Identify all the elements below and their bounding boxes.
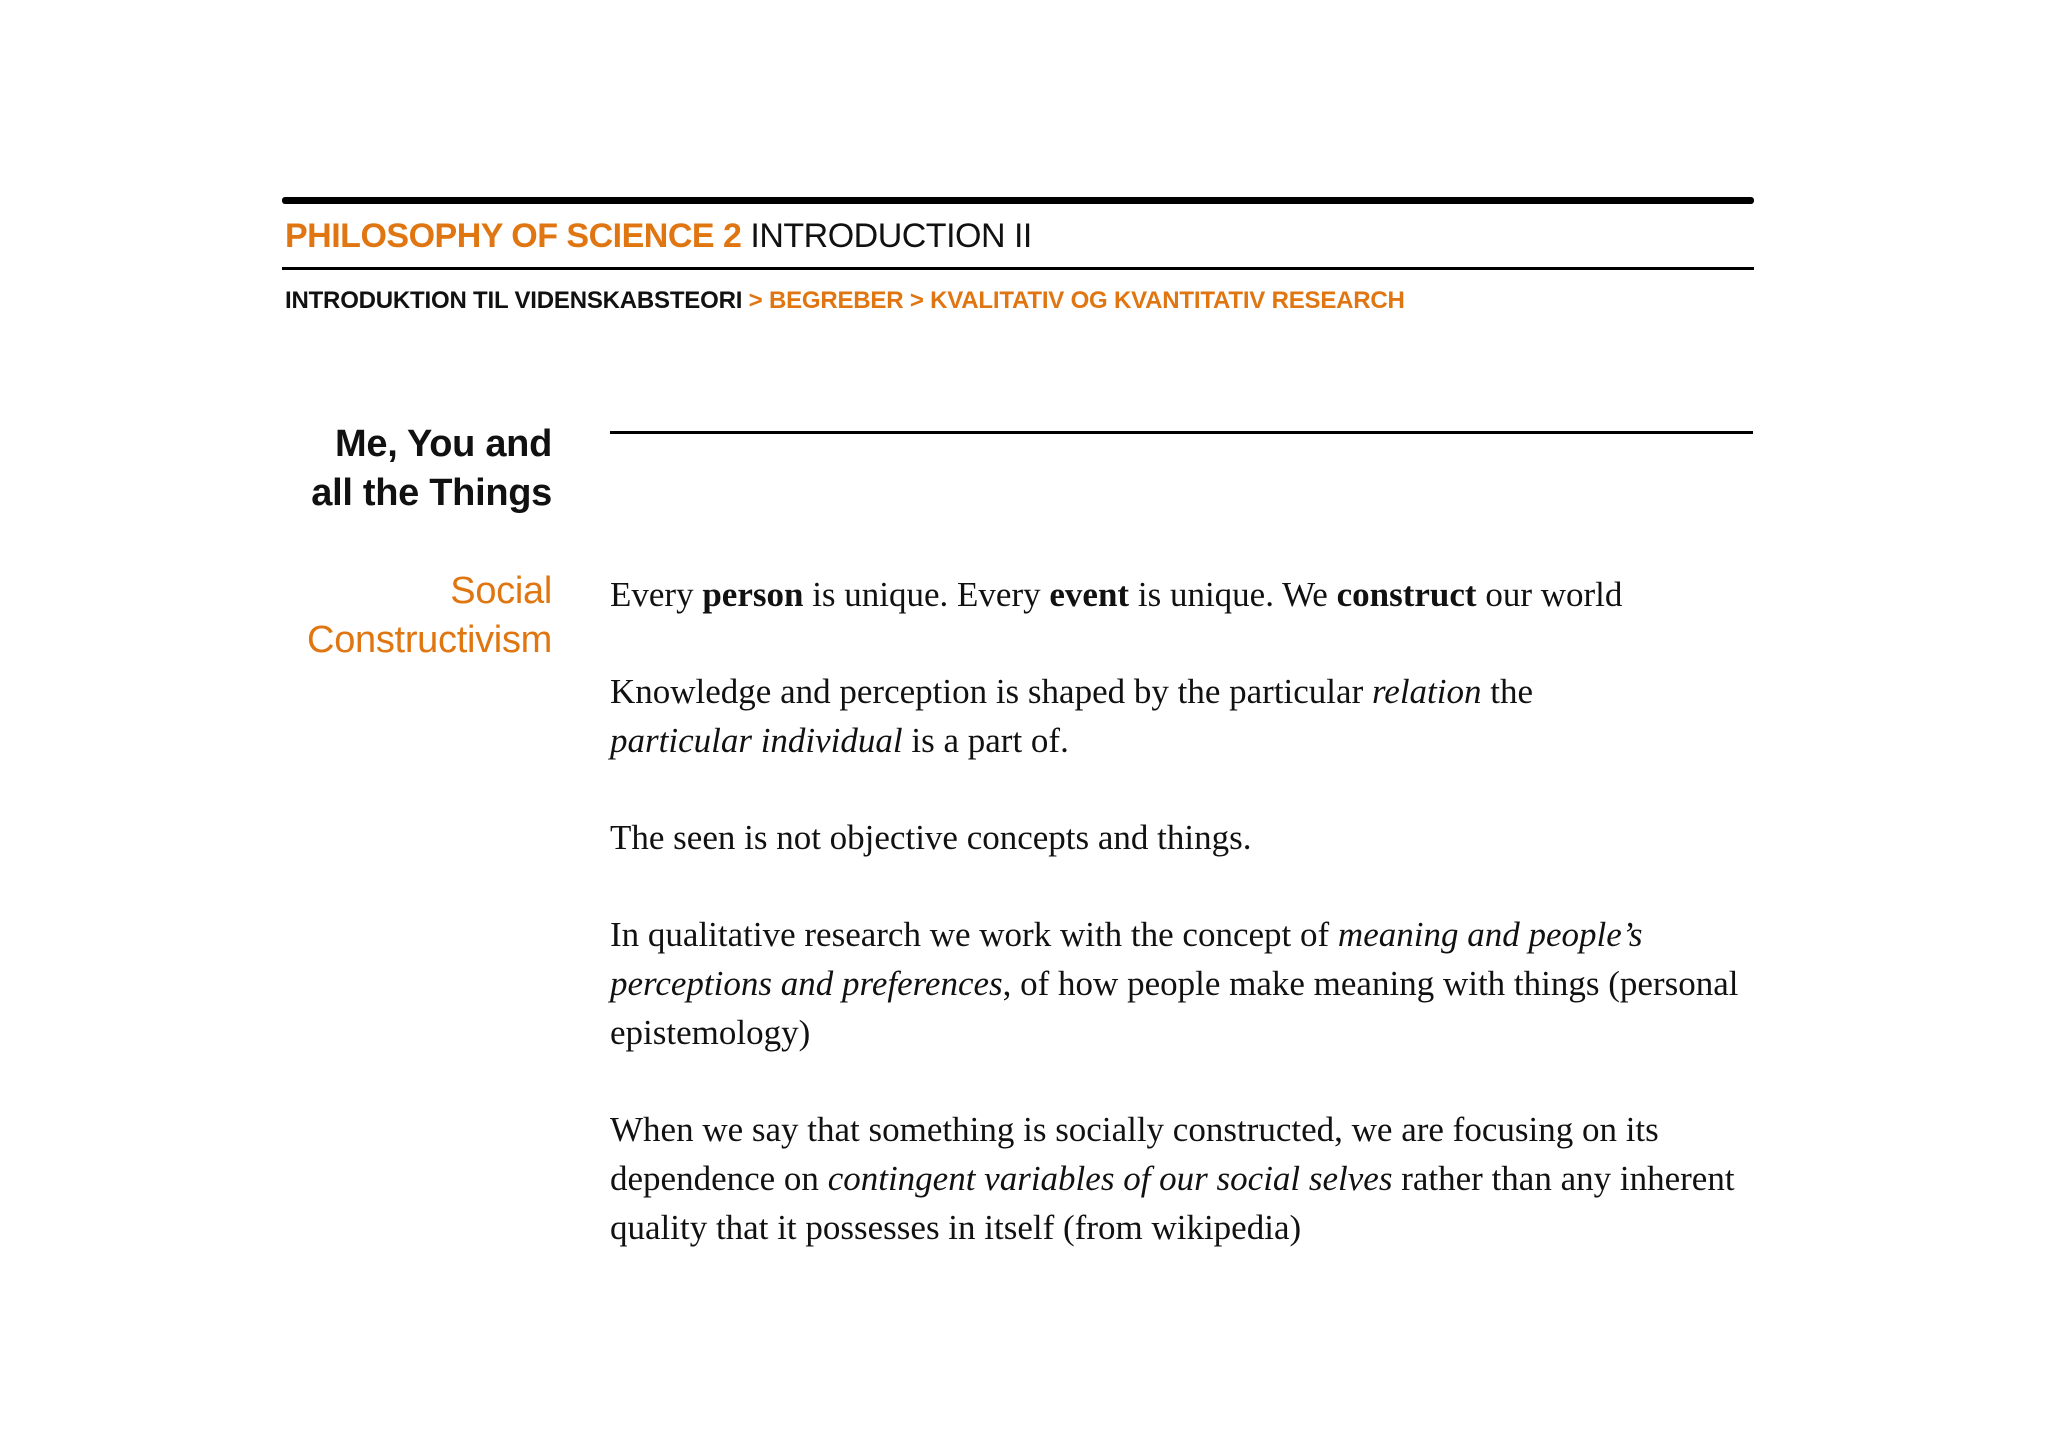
emphasis-construct: construct (1336, 575, 1477, 614)
subsection-title (232, 567, 552, 665)
emphasis-contingent-variables: contingent variables of our social selves (827, 1159, 1393, 1198)
subsection-title-line: Social (450, 570, 552, 612)
text-run: Knowledge and perception is shaped by the particular (610, 672, 1372, 711)
breadcrumb-item-research: KVALITATIV OG KVANTITATIV RESEARCH (930, 287, 1405, 314)
breadcrumb-separator: > (748, 287, 763, 314)
text-run: When we say that something is socially constructed, we are focusing on its dependence on (610, 1110, 1659, 1198)
paragraph-socially-constructed (610, 1105, 1770, 1252)
course-title: PHILOSOPHY OF SCIENCE 2 (285, 217, 742, 255)
header-top-rule (282, 197, 1754, 204)
text-run: , of how people make meaning with things (personal epistemology) (610, 964, 1739, 1052)
lecture-title: INTRODUCTION II (750, 217, 1032, 255)
text-run: rather than any inherent quality that it possesses in itself (from wikipedia) (610, 1159, 1735, 1247)
section-title (232, 420, 552, 518)
paragraph-qualitative (610, 910, 1770, 1057)
emphasis-person: person (702, 575, 804, 614)
text-run: our world (1476, 575, 1623, 614)
text-run: is unique. We (1129, 575, 1337, 614)
emphasis-particular-individual: particular individual (610, 721, 903, 760)
text-run: Every (610, 575, 703, 614)
header-bottom-rule (282, 267, 1754, 270)
emphasis-event: event (1049, 575, 1130, 614)
emphasis-relation: relation (1371, 672, 1482, 711)
text-run: In qualitative research we work with the concept of (610, 915, 1338, 954)
breadcrumb-root: INTRODUKTION TIL VIDENSKABSTEORI (285, 287, 743, 314)
slide-header-title (285, 214, 1032, 258)
text-run: is a part of. (902, 721, 1069, 760)
body-text (610, 570, 1770, 1300)
breadcrumb-separator: > (909, 287, 924, 314)
subsection-title-line: Constructivism (307, 619, 552, 661)
text-run: is unique. Every (803, 575, 1050, 614)
breadcrumb (285, 284, 1405, 318)
breadcrumb-item-begreber: BEGREBER (768, 287, 904, 314)
paragraph-unique (610, 570, 1770, 619)
section-title-line: Me, You and (335, 423, 552, 465)
paragraph-seen: The seen is not objective concepts and things. (610, 818, 1252, 857)
section-title-line: all the Things (311, 472, 552, 514)
emphasis-meaning: meaning and people’s perceptions and preferences (610, 915, 1643, 1003)
content-rule (610, 431, 1753, 434)
paragraph-knowledge (610, 667, 1770, 765)
text-run: the (1481, 672, 1534, 711)
